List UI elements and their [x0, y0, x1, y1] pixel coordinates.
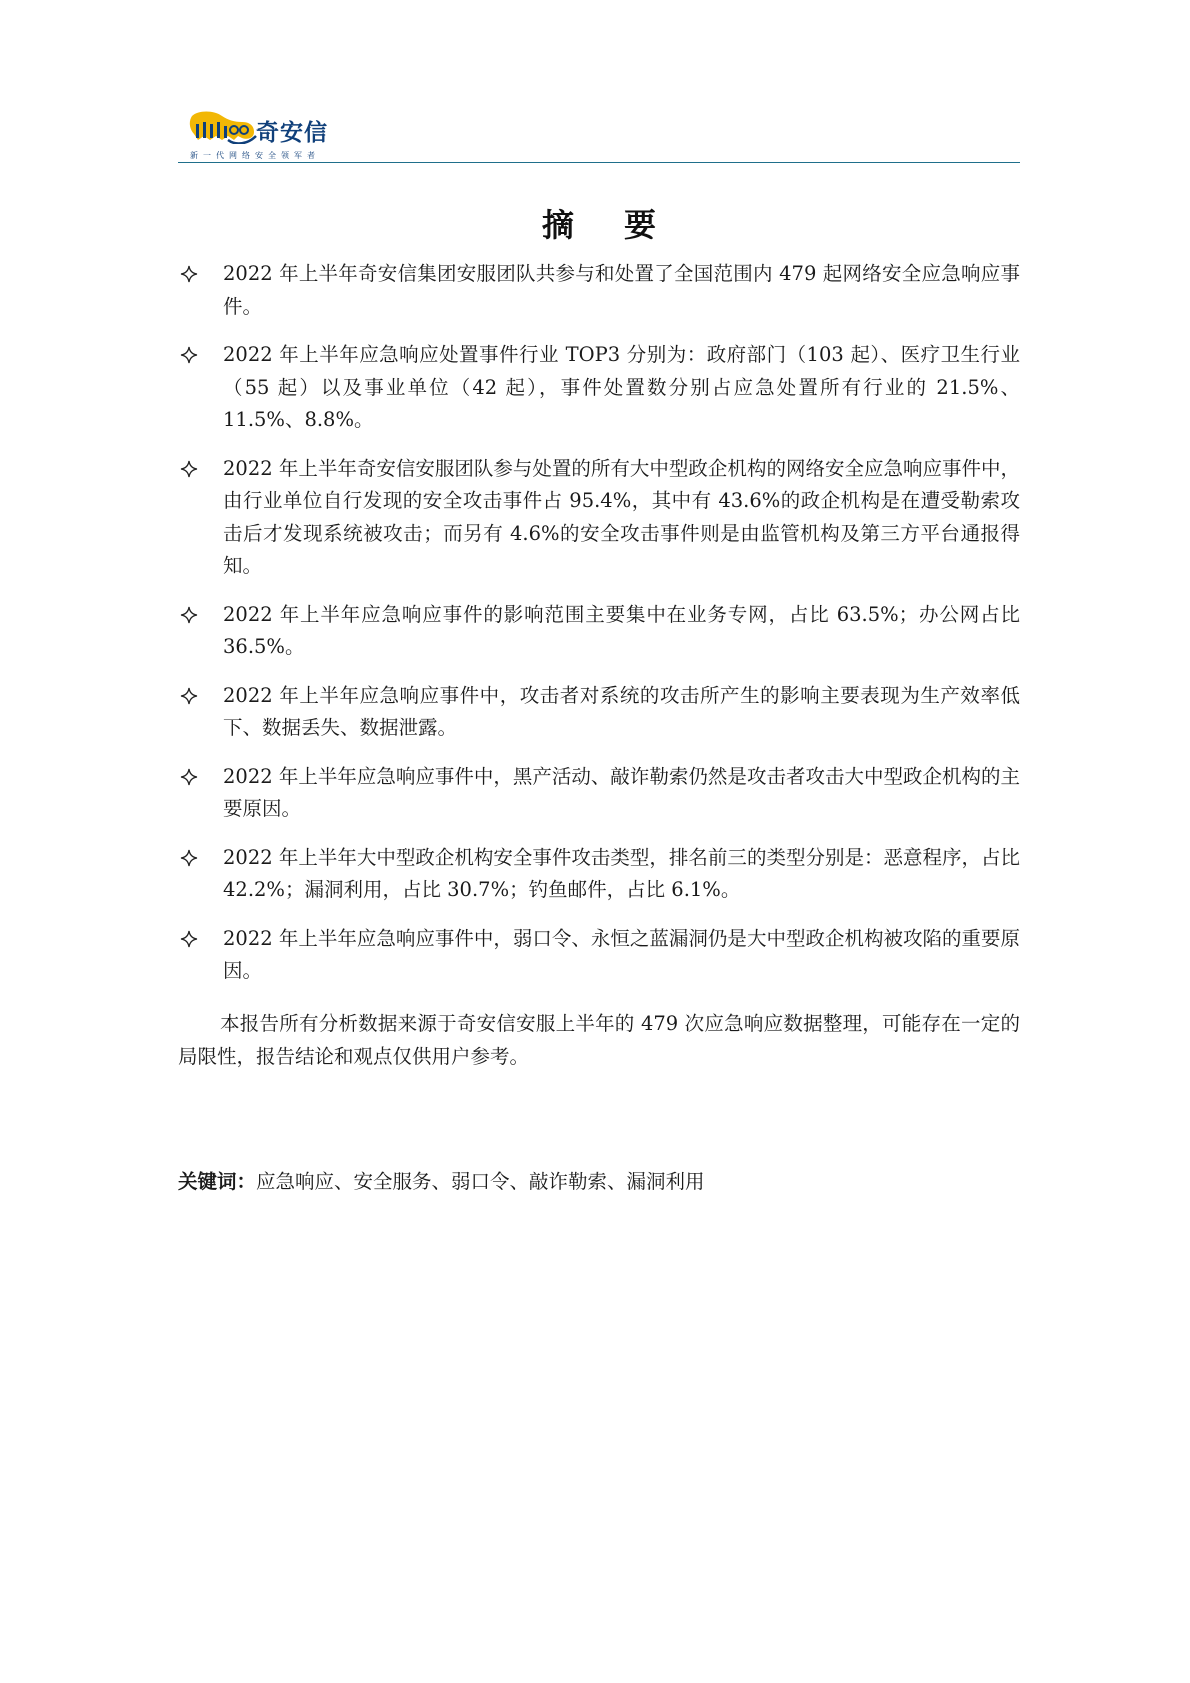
company-logo: [188, 110, 348, 158]
summary-item: [178, 923, 1020, 988]
summary-item: [178, 453, 1020, 583]
summary-item-text: 2022 年上半年应急响应事件中，黑产活动、敲诈勒索仍然是攻击者攻击大中型政企机构的主要原因。: [223, 764, 1020, 820]
summary-list: [178, 258, 1020, 1004]
summary-item: [178, 258, 1020, 323]
logo-mark-icon: [188, 110, 258, 144]
summary-item: [178, 761, 1020, 826]
summary-item-text: 2022 年上半年大中型政企机构安全事件攻击类型，排名前三的类型分别是：恶意程序，占比 42.2%；漏洞利用，占比 30.7%；钓鱼邮件，占比 6.1%。: [223, 845, 1020, 901]
data-source-paragraph: 本报告所有分析数据来源于奇安信安服上半年的 479 次应急响应数据整理，可能存在一定的局限性，报告结论和观点仅供用户参考。: [178, 1012, 1020, 1068]
four-pointed-star-outline-icon: [178, 339, 200, 371]
summary-item: [178, 339, 1020, 437]
page-header: [178, 104, 1020, 164]
four-pointed-star-outline-icon: [178, 599, 200, 631]
summary-item-text: 2022 年上半年应急响应处置事件行业 TOP3 分别为：政府部门（103 起）、医疗卫生行业（55 起）以及事业单位（42 起），事件处置数分别占应急处置所有行业的 21.5%、11.5%、8.8%。: [223, 343, 1020, 431]
four-pointed-star-outline-icon: [178, 453, 200, 485]
keywords-line: [178, 1166, 1020, 1198]
summary-item: [178, 599, 1020, 664]
logo-slogan: 新一代网络安全领军者: [190, 151, 320, 160]
four-pointed-star-outline-icon: [178, 761, 200, 793]
summary-item-text: 2022 年上半年应急响应事件中，弱口令、永恒之蓝漏洞仍是大中型政企机构被攻陷的重要原因。: [223, 926, 1020, 982]
summary-item-text: 2022 年上半年应急响应事件的影响范围主要集中在业务专网，占比 63.5%；办公网占比 36.5%。: [223, 602, 1020, 658]
summary-item-text: 2022 年上半年应急响应事件中，攻击者对系统的攻击所产生的影响主要表现为生产效率低下、数据丢失、数据泄露。: [223, 683, 1020, 739]
four-pointed-star-outline-icon: [178, 680, 200, 712]
header-divider: [178, 162, 1020, 163]
summary-item-text: 2022 年上半年奇安信安服团队参与处置的所有大中型政企机构的网络安全应急响应事件中，由行业单位自行发现的安全攻击事件占 95.4%，其中有 43.6%的政企机构是在遭受勒索攻击后才发现系统被攻击；而另有 4.6%的安全攻击事件则是由监管机构及第三方平台通报得知。: [223, 456, 1020, 577]
page-title: 摘要: [541, 206, 706, 244]
summary-item: [178, 680, 1020, 745]
four-pointed-star-outline-icon: [178, 923, 200, 955]
keywords-value: 应急响应、安全服务、弱口令、敲诈勒索、漏洞利用: [256, 1170, 705, 1193]
summary-item-text: 2022 年上半年奇安信集团安服团队共参与和处置了全国范围内 479 起网络安全应急响应事件。: [223, 262, 1020, 318]
four-pointed-star-outline-icon: [178, 842, 200, 874]
four-pointed-star-outline-icon: [178, 258, 200, 290]
logo-name: 奇安信: [256, 120, 328, 146]
summary-item: [178, 842, 1020, 907]
keywords-label: 关键词：: [178, 1170, 257, 1193]
